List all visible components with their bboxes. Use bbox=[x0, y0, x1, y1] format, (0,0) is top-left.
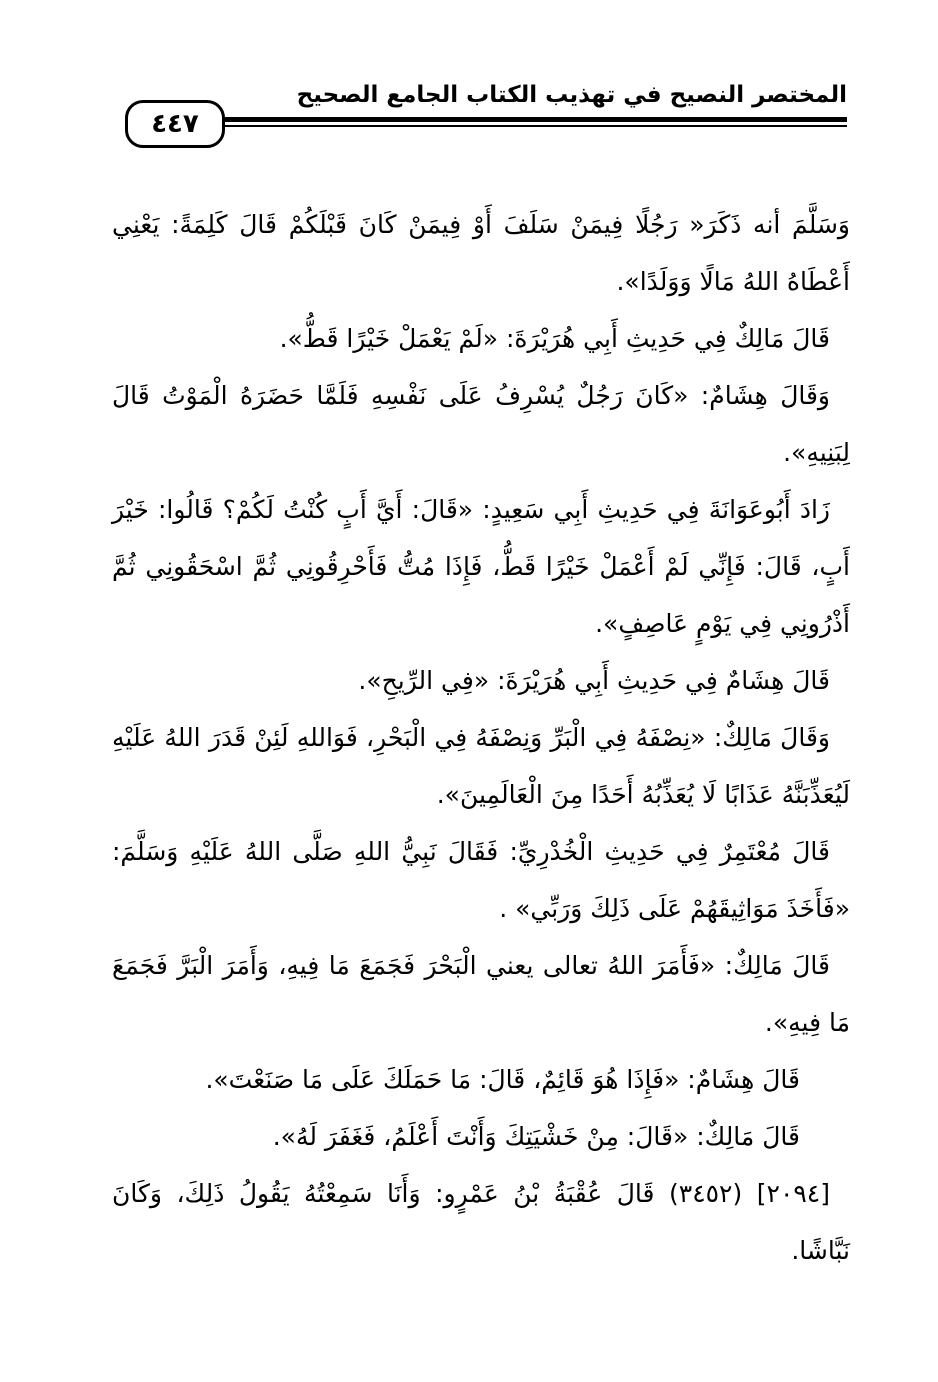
paragraph-7: قَالَ مُعْتَمِرٌ فِي حَدِيثِ الْخُدْرِيِّ: فَقَالَ نَبِيُّ اللهِ صَلَّى اللهُ عَلَيْهِ وَسَلَّمَ: «فَأَخَذَ مَوَاثِيقَهُمْ عَلَى ذَلِكَ وَرَبِّي» . bbox=[112, 837, 850, 923]
paragraph-2: قَالَ مَالِكٌ فِي حَدِيثِ أَبِي هُرَيْرَةَ: «لَمْ يَعْمَلْ خَيْرًا قَطُّ». bbox=[279, 324, 830, 353]
paragraph-3: وَقَالَ هِشَامٌ: «كَانَ رَجُلٌ يُسْرِفُ عَلَى نَفْسِهِ فَلَمَّا حَضَرَهُ الْمَوْتُ قَالَ لِبَنِيهِ». bbox=[112, 381, 850, 467]
paragraph-4: زَادَ أَبُوعَوَانَةَ فِي حَدِيثِ أَبِي سَعِيدٍ: «قَالَ: أَيَّ أَبٍ كُنْتُ لَكُمْ؟ قَالُوا: خَيْرَ أَبٍ، قَالَ: فَإِنِّي لَمْ أَعْمَلْ خَيْرًا قَطُّ، فَإِذَا مُتُّ فَأَحْرِقُونِي ثُمَّ اسْحَقُونِي ثُمَّ أَذْرُونِي فِي يَوْمٍ عَاصِفٍ». bbox=[112, 495, 850, 638]
book-title: المختصر النصيح في تهذيب الكتاب الجامع الصحيح bbox=[296, 82, 847, 108]
page-body bbox=[112, 196, 850, 1279]
header-rule-thin bbox=[215, 125, 847, 127]
paragraph-1: وَسَلَّمَ أنه ذَكَرَ« رَجُلًا فِيمَنْ سَلَفَ أَوْ فِيمَنْ كَانَ قَبْلَكُمْ قَالَ كَلِمَةً: يَعْنِي أَعْطَاهُ اللهُ مَالًا وَوَلَدًا». bbox=[112, 210, 850, 296]
running-header bbox=[125, 82, 847, 154]
paragraph-5: قَالَ هِشَامٌ فِي حَدِيثِ أَبِي هُرَيْرَةَ: «فِي الرِّيحِ». bbox=[358, 666, 830, 695]
header-rule-thick bbox=[215, 117, 847, 122]
paragraph-10: قَالَ مَالِكٌ: «قَالَ: مِنْ خَشْيَتِكَ وَأَنْتَ أَعْلَمُ، فَغَفَرَ لَهُ». bbox=[272, 1122, 800, 1151]
paragraph-11: [٢٠٩٤] (٣٤٥٢) قَالَ عُقْبَةُ بْنُ عَمْرٍو: وَأَنَا سَمِعْتُهُ يَقُولُ ذَلِكَ، وَكَانَ نَبَّاشًا. bbox=[112, 1179, 850, 1265]
paragraph-9: قَالَ هِشَامٌ: «فَإِذَا هُوَ قَائِمٌ، قَالَ: مَا حَمَلَكَ عَلَى مَا صَنَعْتَ». bbox=[205, 1065, 800, 1094]
paragraph-6: وَقَالَ مَالِكٌ: «نِصْفَهُ فِي الْبَرِّ وَنِصْفَهُ فِي الْبَحْرِ، فَوَاللهِ لَئِنْ قَدَرَ اللهُ عَلَيْهِ لَيُعَذِّبَنَّهُ عَذَابًا لَا يُعَذِّبُهُ أَحَدًا مِنَ الْعَالَمِينَ». bbox=[112, 723, 850, 809]
page-number: ٤٤٧ bbox=[125, 100, 225, 148]
paragraph-8: قَالَ مَالِكٌ: «فَأَمَرَ اللهُ تعالى يعني الْبَحْرَ فَجَمَعَ مَا فِيهِ، وَأَمَرَ الْبَرَّ فَجَمَعَ مَا فِيهِ». bbox=[112, 951, 850, 1037]
